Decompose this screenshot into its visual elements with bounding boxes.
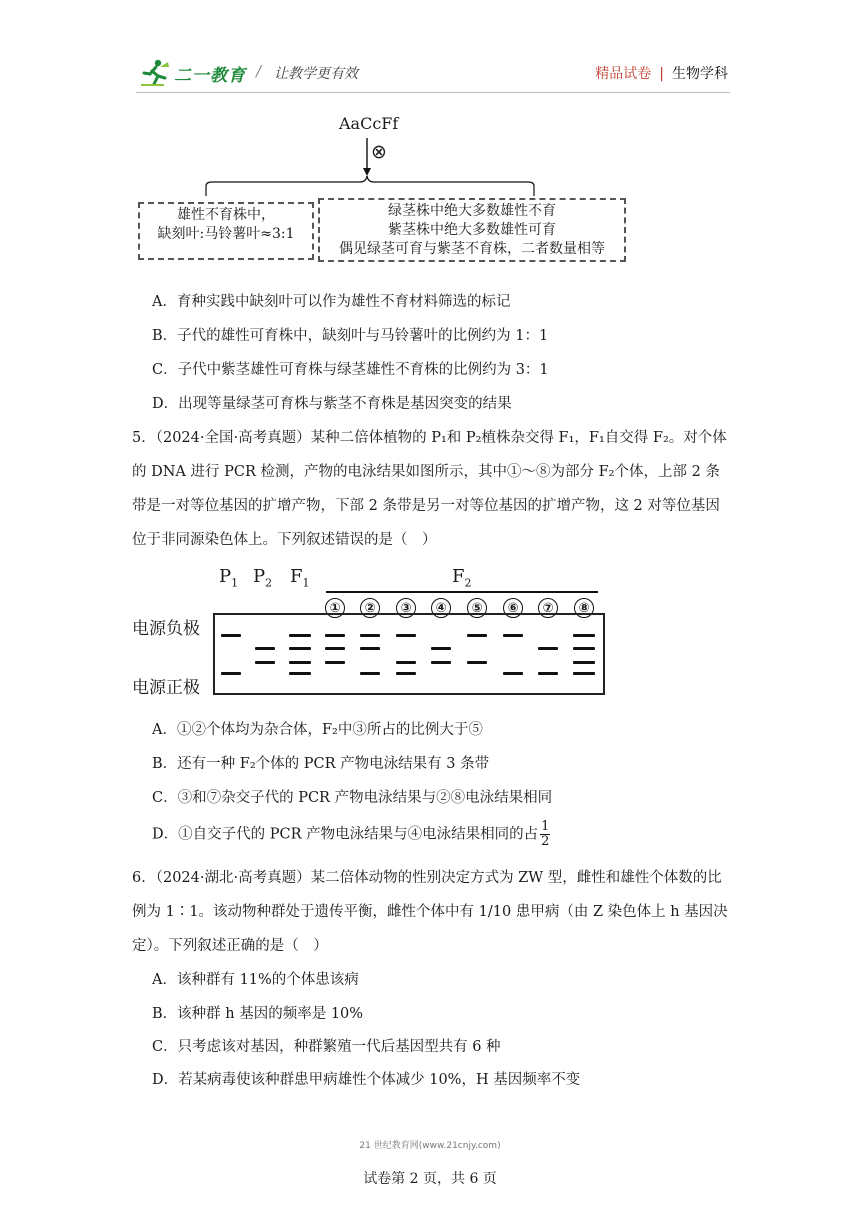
gel-band [538,672,558,675]
subject-label: 生物学科 [672,66,728,82]
lane-label-f2: $F_2$ [452,566,472,590]
gel-band [325,634,345,637]
gel-band [573,634,595,637]
gel-band [255,647,275,650]
male-sterile-box [138,202,314,260]
gel-band [503,634,523,637]
gel-band [360,647,380,650]
lane-label-p1: $P_1$ [219,566,239,590]
q4-option-a[interactable]: A．育种实践中缺刻叶可以作为雄性不育材料筛选的标记 [152,294,511,310]
gel-band [360,634,380,637]
q5-stem-line: 的 DNA 进行 PCR 检测，产物的电泳结果如图所示，其中①～⑧为部分 F₂个体，上部 2 条 [132,464,720,480]
gel-band [503,672,523,675]
fraction-one-half: $\frac{1}{2}$ [541,819,550,849]
box2-line: 偶见绿茎可育与紫茎不育株，二者数量相等 [339,241,605,257]
gel-band [573,672,595,675]
box1-line: 缺刻叶:马铃薯叶≈3:1 [157,226,295,242]
header-separator: | [659,66,664,82]
gel-band [573,647,595,650]
gel-band [325,647,345,650]
q6-stem-line: 定）。下列叙述正确的是（ ） [132,938,328,954]
brand-logo [138,58,378,88]
f2-group-line [326,591,598,593]
lane-number-5: ⑤ [467,598,487,618]
lane-number-1: ① [325,598,345,618]
q4-option-c[interactable]: C．子代中紫茎雄性可育株与绿茎雄性不育株的比例约为 3：1 [152,362,549,378]
q6-stem-line: 6．（2024·湖北·高考真题）某二倍体动物的性别决定方式为 ZW 型，雌性和雄性个体数的比 [132,870,722,886]
runner-logo-icon [138,58,172,88]
lane-number-6: ⑥ [503,598,523,618]
page-number: 试卷第 2 页，共 6 页 [363,1171,497,1187]
lane-number-3: ③ [396,598,416,618]
q6-stem-line: 例为 1∶1。该动物种群处于遗传平衡，雌性个体中有 1/10 患甲病（由 Z 染色体上 h 基因决 [132,904,728,920]
q5-option-c[interactable]: C．③和⑦杂交子代的 PCR 产物电泳结果与②⑧电泳结果相同 [152,790,553,806]
gel-band [467,634,487,637]
box2-line: 绿茎株中绝大多数雄性不育 [388,203,556,219]
q6-option-b[interactable]: B．该种群 h 基因的频率是 10% [152,1006,364,1022]
gel-band [396,672,416,675]
gel-band [396,661,416,664]
gel-band [325,661,345,664]
box1-line: 雄性不育株中， [177,207,275,223]
q5-option-d[interactable] [152,820,550,849]
negative-electrode-label: 电源负极 [132,619,200,639]
gel-band [360,672,380,675]
gel-band [467,661,487,664]
gel-band [289,634,311,637]
lane-number-2: ② [360,598,380,618]
quality-label: 精品试卷 [595,66,652,82]
gel-frame [213,613,605,695]
gel-band [289,661,311,664]
q5-option-d-text: D．①自交子代的 PCR 产物电泳结果与④电泳结果相同的占 [152,826,539,843]
gel-band [396,634,416,637]
gel-band [255,661,275,664]
q6-option-c[interactable]: C．只考虑该对基因，种群繁殖一代后基因型共有 6 种 [152,1039,501,1055]
cross-arrow-diagram [200,134,540,200]
positive-electrode-label: 电源正极 [132,678,200,698]
lane-label-p2: $P_2$ [253,566,273,590]
q5-stem-line: 位于非同源染色体上。下列叙述错误的是（ ） [132,532,437,548]
header-divider [136,92,730,93]
q5-stem-line: 带是一对等位基因的扩增产物，下部 2 条带是另一对等位基因的扩增产物，这 2 对等位基因 [132,498,720,514]
gel-band [289,672,311,675]
header-right [595,63,728,83]
q5-option-a[interactable]: A．①②个体均为杂合体，F₂中③所占的比例大于⑤ [152,722,483,738]
brand-slogan: 让教学更有效 [274,66,358,82]
parent-genotype: AaCcFf [339,114,399,133]
q4-option-d[interactable]: D．出现等量绿茎可育株与紫茎不育株是基因突变的结果 [152,396,512,412]
q6-option-d[interactable]: D．若某病毒使该种群患甲病雄性个体减少 10%，H 基因频率不变 [152,1072,581,1088]
gel-band [431,647,451,650]
q4-option-b[interactable]: B．子代的雄性可育株中，缺刻叶与马铃薯叶的比例约为 1：1 [152,328,549,344]
gel-band [573,661,595,664]
stem-color-box [318,198,626,262]
gel-band [538,647,558,650]
gel-band [431,661,451,664]
q5-option-b[interactable]: B．还有一种 F₂个体的 PCR 产物电泳结果有 3 条带 [152,756,490,772]
lane-number-7: ⑦ [538,598,558,618]
footer-source: 21 世纪教育网(www.21cnjy.com) [359,1141,501,1151]
gel-band [221,672,241,675]
brand-name: 二一教育 [174,66,246,86]
slash-divider: / [256,62,262,80]
q5-stem-line: 5．（2024·全国·高考真题）某种二倍体植物的 P₁和 P₂植株杂交得 F₁，F₁自交得 F₂。对个体 [132,430,727,446]
gel-band [221,634,241,637]
lane-number-4: ④ [431,598,451,618]
lane-number-8: ⑧ [574,598,594,618]
lane-label-f1: $F_1$ [290,566,310,590]
gel-band [289,647,311,650]
q6-option-a[interactable]: A．该种群有 11%的个体患该病 [152,972,359,988]
self-cross-symbol: ⊗ [371,141,387,163]
box2-line: 紫茎株中绝大多数雄性可育 [388,222,556,238]
